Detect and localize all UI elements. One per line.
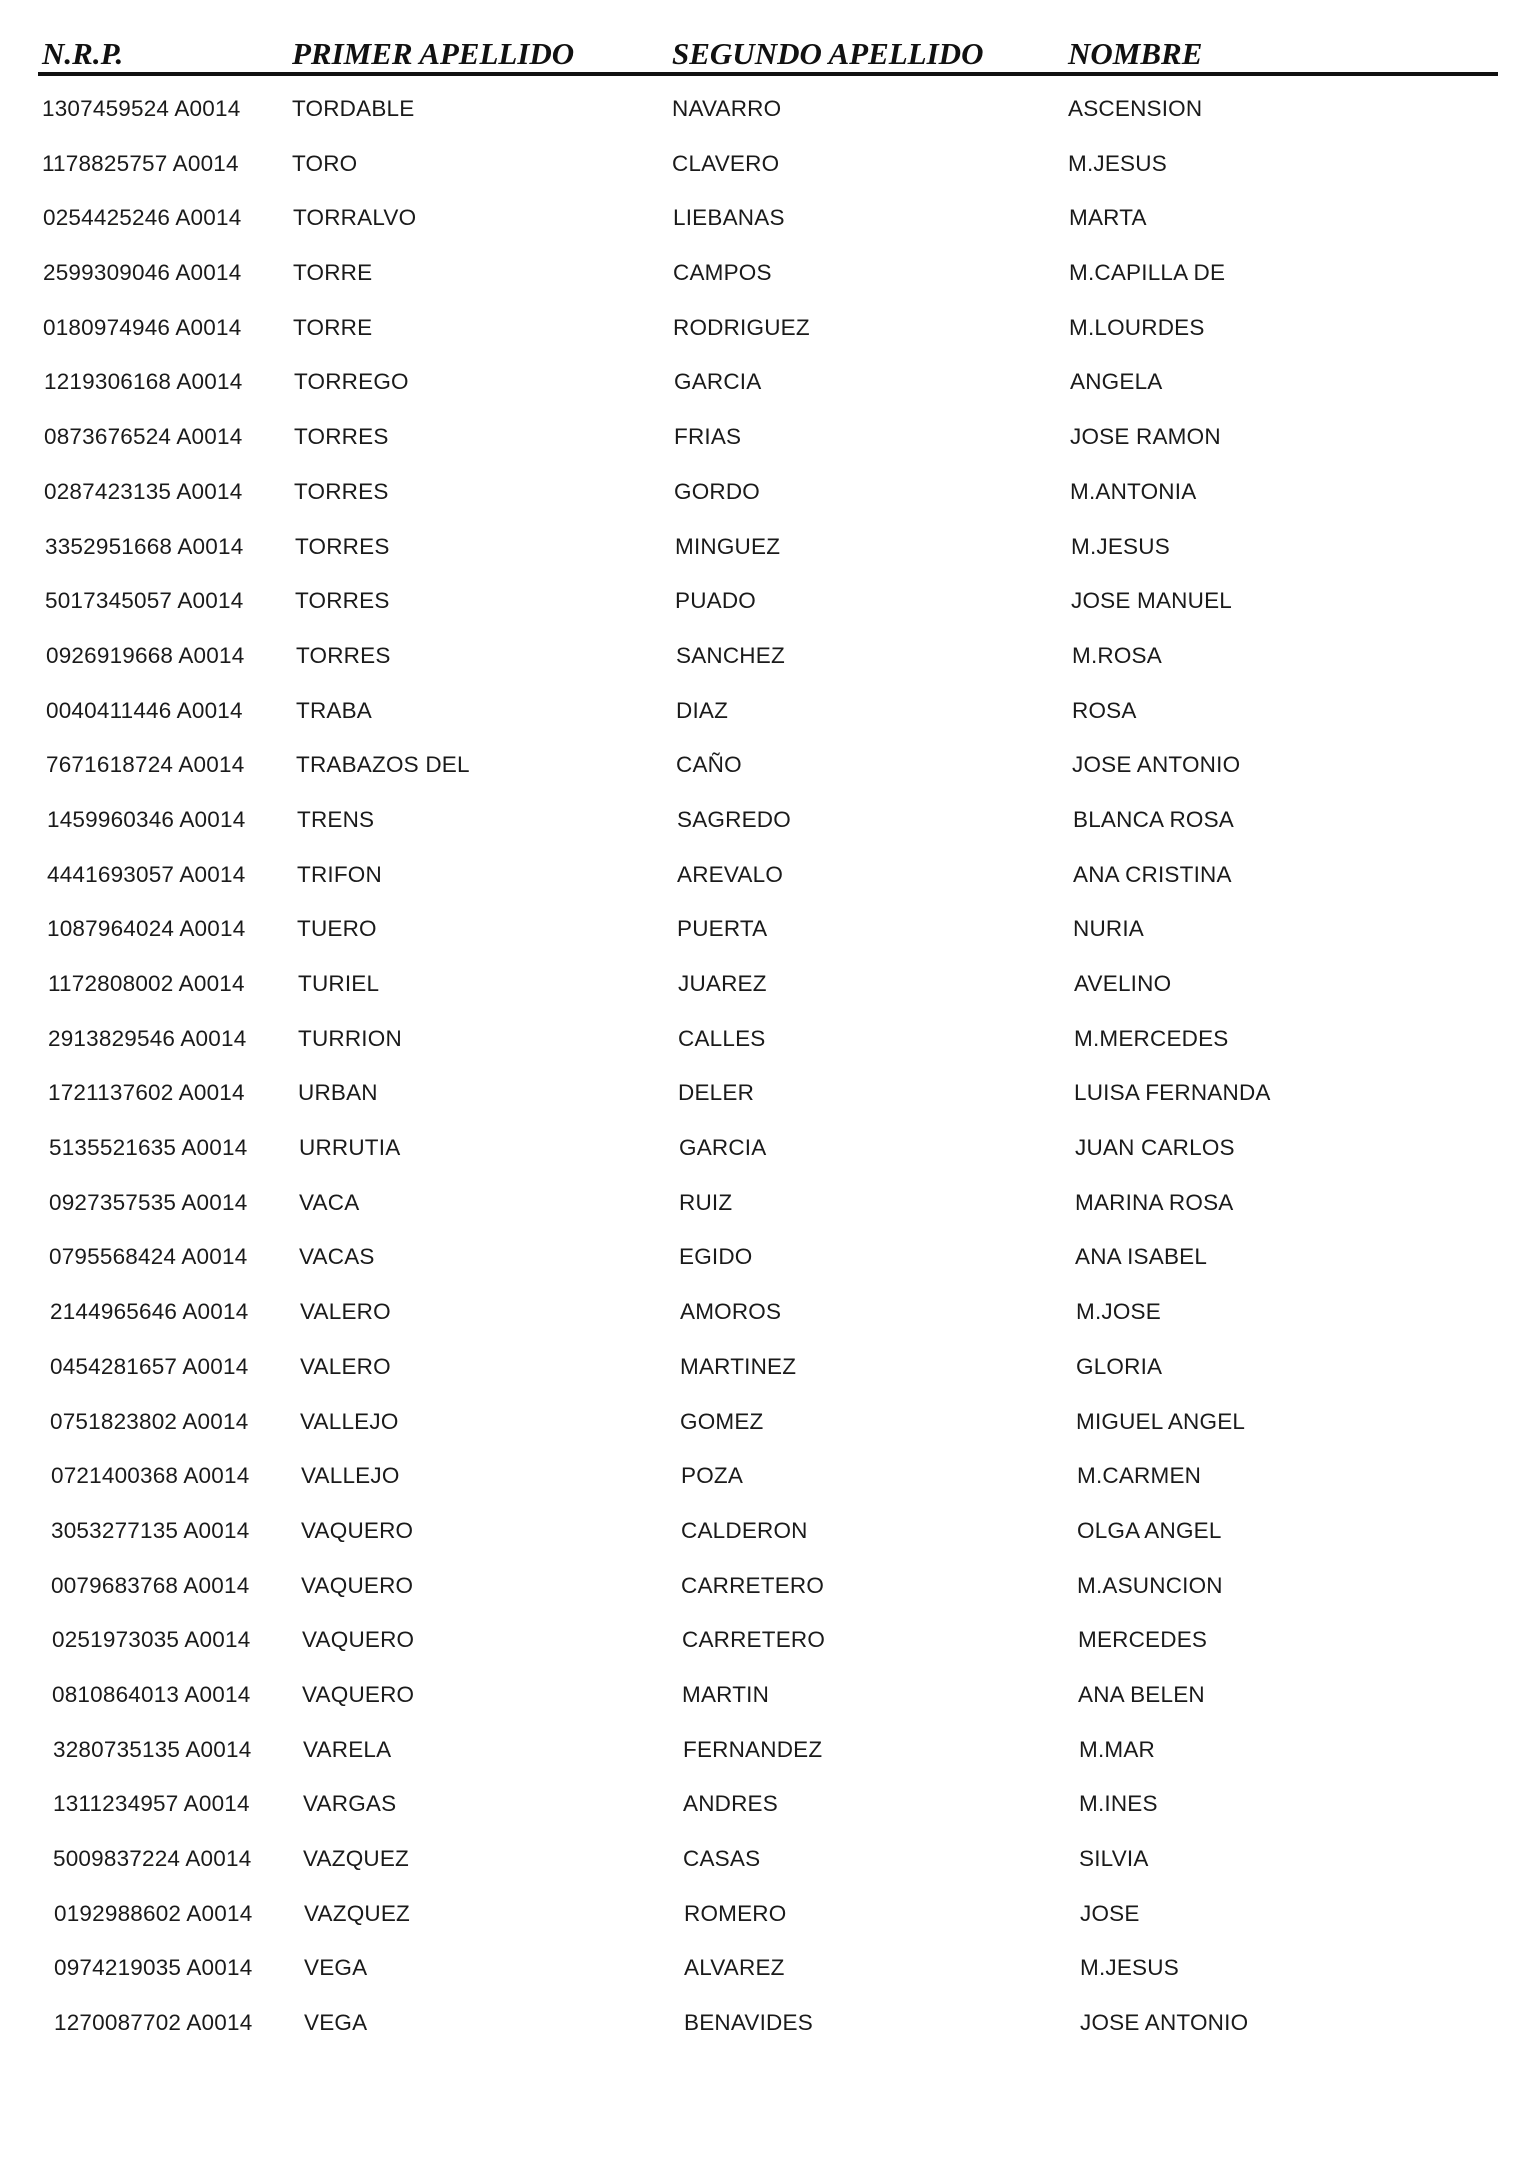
table-row <box>0 145 1536 200</box>
nrp-cell: 1178825757 A0014 <box>42 150 239 176</box>
table-row <box>0 1731 1536 1786</box>
segundo-apellido-cell: GARCIA <box>674 369 762 395</box>
nombre-cell: M.INES <box>1079 1791 1158 1817</box>
table-row <box>0 746 1536 801</box>
segundo-apellido-cell: PUERTA <box>677 916 768 942</box>
nrp-cell: 0873676524 A0014 <box>44 424 243 450</box>
nombre-cell: ROSA <box>1072 697 1137 723</box>
segundo-apellido-cell: RODRIGUEZ <box>673 314 810 340</box>
table-row <box>0 254 1536 309</box>
segundo-apellido-cell: ROMERO <box>684 1900 787 1926</box>
segundo-apellido-cell: MARTIN <box>682 1681 770 1707</box>
table-row <box>0 1020 1536 1075</box>
nrp-cell: 2144965646 A0014 <box>50 1299 249 1325</box>
primer-apellido-cell: TORRE <box>293 260 373 286</box>
table-row <box>0 2004 1536 2059</box>
header-segundo-apellido: SEGUNDO APELLIDO <box>672 36 984 71</box>
segundo-apellido-cell: MARTINEZ <box>680 1353 797 1379</box>
segundo-apellido-cell: AREVALO <box>677 861 784 887</box>
table-row <box>0 1074 1536 1129</box>
primer-apellido-cell: VAZQUEZ <box>303 1846 409 1871</box>
nrp-cell: 1219306168 A0014 <box>44 369 243 395</box>
segundo-apellido-cell: GORDO <box>674 478 761 504</box>
segundo-apellido-cell: EGIDO <box>679 1244 753 1270</box>
primer-apellido-cell: VAZQUEZ <box>304 1900 410 1926</box>
nrp-cell: 3352951668 A0014 <box>45 533 244 559</box>
segundo-apellido-cell: POZA <box>681 1463 744 1489</box>
segundo-apellido-cell: PUADO <box>675 588 757 614</box>
table-row <box>0 637 1536 692</box>
nrp-cell: 0926919668 A0014 <box>46 642 245 668</box>
segundo-apellido-cell: ANDRES <box>683 1791 778 1817</box>
nrp-cell: 1172808002 A0014 <box>48 971 245 996</box>
nrp-cell: 0974219035 A0014 <box>54 1955 253 1981</box>
segundo-apellido-cell: DIAZ <box>676 697 729 723</box>
nombre-cell: M.CARMEN <box>1077 1463 1202 1489</box>
primer-apellido-cell: TRENS <box>297 806 375 832</box>
nrp-cell: 2599309046 A0014 <box>43 260 242 286</box>
nrp-cell: 0079683768 A0014 <box>51 1572 250 1598</box>
nrp-cell: 3280735135 A0014 <box>53 1736 252 1762</box>
nrp-cell: 5017345057 A0014 <box>45 588 244 614</box>
nombre-cell: AVELINO <box>1074 971 1172 996</box>
table-header <box>38 30 1498 78</box>
segundo-apellido-cell: FRIAS <box>674 424 742 450</box>
nombre-cell: M.MERCEDES <box>1074 1025 1229 1051</box>
segundo-apellido-cell: MINGUEZ <box>675 533 781 559</box>
segundo-apellido-cell: CAMPOS <box>673 260 772 286</box>
primer-apellido-cell: TURIEL <box>298 971 380 996</box>
table-row <box>0 1403 1536 1458</box>
segundo-apellido-cell: ALVAREZ <box>684 1955 785 1981</box>
segundo-apellido-cell: CALLES <box>678 1025 766 1051</box>
nrp-cell: 0192988602 A0014 <box>54 1900 253 1926</box>
nrp-cell: 1721137602 A0014 <box>48 1080 245 1106</box>
table-row <box>0 1567 1536 1622</box>
segundo-apellido-cell: CAÑO <box>676 752 742 778</box>
primer-apellido-cell: TRIFON <box>297 861 382 887</box>
segundo-apellido-cell: CALDERON <box>681 1517 808 1543</box>
nombre-cell: SILVIA <box>1079 1846 1149 1871</box>
segundo-apellido-cell: CARRETERO <box>681 1572 825 1598</box>
segundo-apellido-cell: LIEBANAS <box>673 205 785 231</box>
nrp-cell: 2913829546 A0014 <box>48 1025 247 1051</box>
segundo-apellido-cell: GOMEZ <box>680 1408 764 1434</box>
nrp-cell: 1459960346 A0014 <box>47 806 246 832</box>
segundo-apellido-cell: AMOROS <box>680 1299 782 1325</box>
nrp-cell: 0795568424 A0014 <box>49 1244 248 1270</box>
primer-apellido-cell: TORRES <box>295 533 390 559</box>
primer-apellido-cell: TORO <box>292 150 358 176</box>
table-body <box>0 90 1536 2059</box>
segundo-apellido-cell: DELER <box>678 1080 755 1106</box>
primer-apellido-cell: TRABAZOS DEL <box>296 752 470 778</box>
nombre-cell: ANA CRISTINA <box>1073 861 1232 887</box>
table-row <box>0 90 1536 145</box>
nrp-cell: 5009837224 A0014 <box>53 1846 252 1871</box>
nrp-cell: 5135521635 A0014 <box>49 1135 248 1161</box>
segundo-apellido-cell: FERNANDEZ <box>683 1736 823 1762</box>
header-nombre: NOMBRE <box>1068 36 1203 71</box>
nrp-cell: 1311234957 A0014 <box>53 1791 250 1817</box>
primer-apellido-cell: TORRE <box>293 314 373 340</box>
nombre-cell: NURIA <box>1073 916 1145 942</box>
nrp-cell: 1307459524 A0014 <box>42 96 241 121</box>
table-row <box>0 1238 1536 1293</box>
nrp-cell: 0251973035 A0014 <box>52 1627 251 1653</box>
table-row <box>0 692 1536 747</box>
nombre-cell: JOSE ANTONIO <box>1080 2010 1249 2036</box>
primer-apellido-cell: TORDABLE <box>292 96 415 121</box>
table-row <box>0 1949 1536 2004</box>
primer-apellido-cell: VARELA <box>303 1736 392 1762</box>
primer-apellido-cell: VEGA <box>304 2010 368 2036</box>
segundo-apellido-cell: CASAS <box>683 1846 761 1871</box>
nombre-cell: ANA ISABEL <box>1075 1244 1208 1270</box>
nrp-cell: 0040411446 A0014 <box>46 697 243 723</box>
nombre-cell: JOSE RAMON <box>1070 424 1221 450</box>
primer-apellido-cell: VEGA <box>304 1955 368 1981</box>
segundo-apellido-cell: RUIZ <box>679 1189 733 1215</box>
nombre-cell: M.JESUS <box>1068 150 1167 176</box>
nombre-cell: BLANCA ROSA <box>1073 806 1235 832</box>
nombre-cell: M.LOURDES <box>1069 314 1205 340</box>
nombre-cell: M.MAR <box>1079 1736 1155 1762</box>
header-primer-apellido: PRIMER APELLIDO <box>292 36 575 71</box>
header-nrp: N.R.P. <box>42 36 124 71</box>
primer-apellido-cell: VAQUERO <box>301 1517 414 1543</box>
nrp-cell: 1270087702 A0014 <box>54 2010 253 2036</box>
primer-apellido-cell: VALERO <box>300 1353 391 1379</box>
nombre-cell: M.ASUNCION <box>1077 1572 1223 1598</box>
primer-apellido-cell: TORRES <box>294 424 389 450</box>
nombre-cell: JOSE MANUEL <box>1071 588 1232 614</box>
primer-apellido-cell: VALLEJO <box>301 1463 400 1489</box>
nombre-cell: MIGUEL ANGEL <box>1076 1408 1246 1434</box>
segundo-apellido-cell: CARRETERO <box>682 1627 826 1653</box>
table-row <box>0 1129 1536 1184</box>
nombre-cell: ANGELA <box>1070 369 1163 395</box>
table-row <box>0 1293 1536 1348</box>
nombre-cell: M.JOSE <box>1076 1299 1161 1325</box>
primer-apellido-cell: VAQUERO <box>301 1572 414 1598</box>
primer-apellido-cell: VAQUERO <box>302 1627 415 1653</box>
nombre-cell: MARINA ROSA <box>1075 1189 1234 1215</box>
table-row <box>0 801 1536 856</box>
nombre-cell: MERCEDES <box>1078 1627 1208 1653</box>
segundo-apellido-cell: SANCHEZ <box>676 642 785 668</box>
segundo-apellido-cell: SAGREDO <box>677 806 791 832</box>
nombre-cell: ANA BELEN <box>1078 1681 1205 1707</box>
nombre-cell: GLORIA <box>1076 1353 1163 1379</box>
nrp-cell: 0180974946 A0014 <box>43 314 242 340</box>
primer-apellido-cell: VACA <box>299 1189 360 1215</box>
table-row <box>0 1785 1536 1840</box>
primer-apellido-cell: TORRES <box>294 478 389 504</box>
segundo-apellido-cell: CLAVERO <box>672 150 780 176</box>
segundo-apellido-cell: NAVARRO <box>672 96 782 121</box>
table-row <box>0 965 1536 1020</box>
nrp-cell: 0454281657 A0014 <box>50 1353 249 1379</box>
primer-apellido-cell: VAQUERO <box>302 1681 415 1707</box>
table-row <box>0 418 1536 473</box>
table-row <box>0 1457 1536 1512</box>
table-row <box>0 910 1536 965</box>
nombre-cell: LUISA FERNANDA <box>1074 1080 1271 1106</box>
nombre-cell: OLGA ANGEL <box>1077 1517 1222 1543</box>
table-row <box>0 309 1536 364</box>
primer-apellido-cell: URBAN <box>298 1080 378 1106</box>
nrp-cell: 3053277135 A0014 <box>51 1517 250 1543</box>
table-row <box>0 473 1536 528</box>
primer-apellido-cell: TORRES <box>295 588 390 614</box>
nombre-cell: M.JESUS <box>1071 533 1170 559</box>
nrp-cell: 0927357535 A0014 <box>49 1189 248 1215</box>
nombre-cell: ASCENSION <box>1068 96 1203 121</box>
nrp-cell: 1087964024 A0014 <box>47 916 246 942</box>
nombre-cell: M.ANTONIA <box>1070 478 1197 504</box>
primer-apellido-cell: VALERO <box>300 1299 391 1325</box>
nombre-cell: JUAN CARLOS <box>1075 1135 1235 1161</box>
primer-apellido-cell: URRUTIA <box>299 1135 401 1161</box>
nombre-cell: M.CAPILLA DE <box>1069 260 1226 286</box>
table-row <box>0 1895 1536 1950</box>
nombre-cell: JOSE ANTONIO <box>1072 752 1241 778</box>
nombre-cell: M.ROSA <box>1072 642 1162 668</box>
primer-apellido-cell: TORREGO <box>294 369 409 395</box>
table-row <box>0 1348 1536 1403</box>
primer-apellido-cell: TRABA <box>296 697 373 723</box>
nrp-cell: 0721400368 A0014 <box>51 1463 250 1489</box>
table-row <box>0 1512 1536 1567</box>
table-row <box>0 1840 1536 1895</box>
nrp-cell: 4441693057 A0014 <box>47 861 246 887</box>
table-row <box>0 363 1536 418</box>
table-row <box>0 528 1536 583</box>
nrp-cell: 0287423135 A0014 <box>44 478 243 504</box>
table-row <box>0 1676 1536 1731</box>
nombre-cell: JOSE <box>1080 1900 1140 1926</box>
segundo-apellido-cell: GARCIA <box>679 1135 767 1161</box>
table-row <box>0 199 1536 254</box>
table-row <box>0 856 1536 911</box>
nrp-cell: 7671618724 A0014 <box>46 752 245 778</box>
table-row <box>0 582 1536 637</box>
nombre-cell: M.JESUS <box>1080 1955 1179 1981</box>
nrp-cell: 0254425246 A0014 <box>43 205 242 231</box>
primer-apellido-cell: VARGAS <box>303 1791 397 1817</box>
primer-apellido-cell: TUERO <box>297 916 377 942</box>
segundo-apellido-cell: JUAREZ <box>678 971 767 996</box>
nombre-cell: MARTA <box>1069 205 1147 231</box>
table-row <box>0 1184 1536 1239</box>
primer-apellido-cell: VACAS <box>299 1244 375 1270</box>
primer-apellido-cell: TORRALVO <box>293 205 417 231</box>
nrp-cell: 0810864013 A0014 <box>52 1681 251 1707</box>
primer-apellido-cell: TURRION <box>298 1025 402 1051</box>
primer-apellido-cell: VALLEJO <box>300 1408 399 1434</box>
nrp-cell: 0751823802 A0014 <box>50 1408 249 1434</box>
segundo-apellido-cell: BENAVIDES <box>684 2010 813 2036</box>
header-rule <box>38 72 1498 76</box>
table-row <box>0 1621 1536 1676</box>
primer-apellido-cell: TORRES <box>296 642 391 668</box>
